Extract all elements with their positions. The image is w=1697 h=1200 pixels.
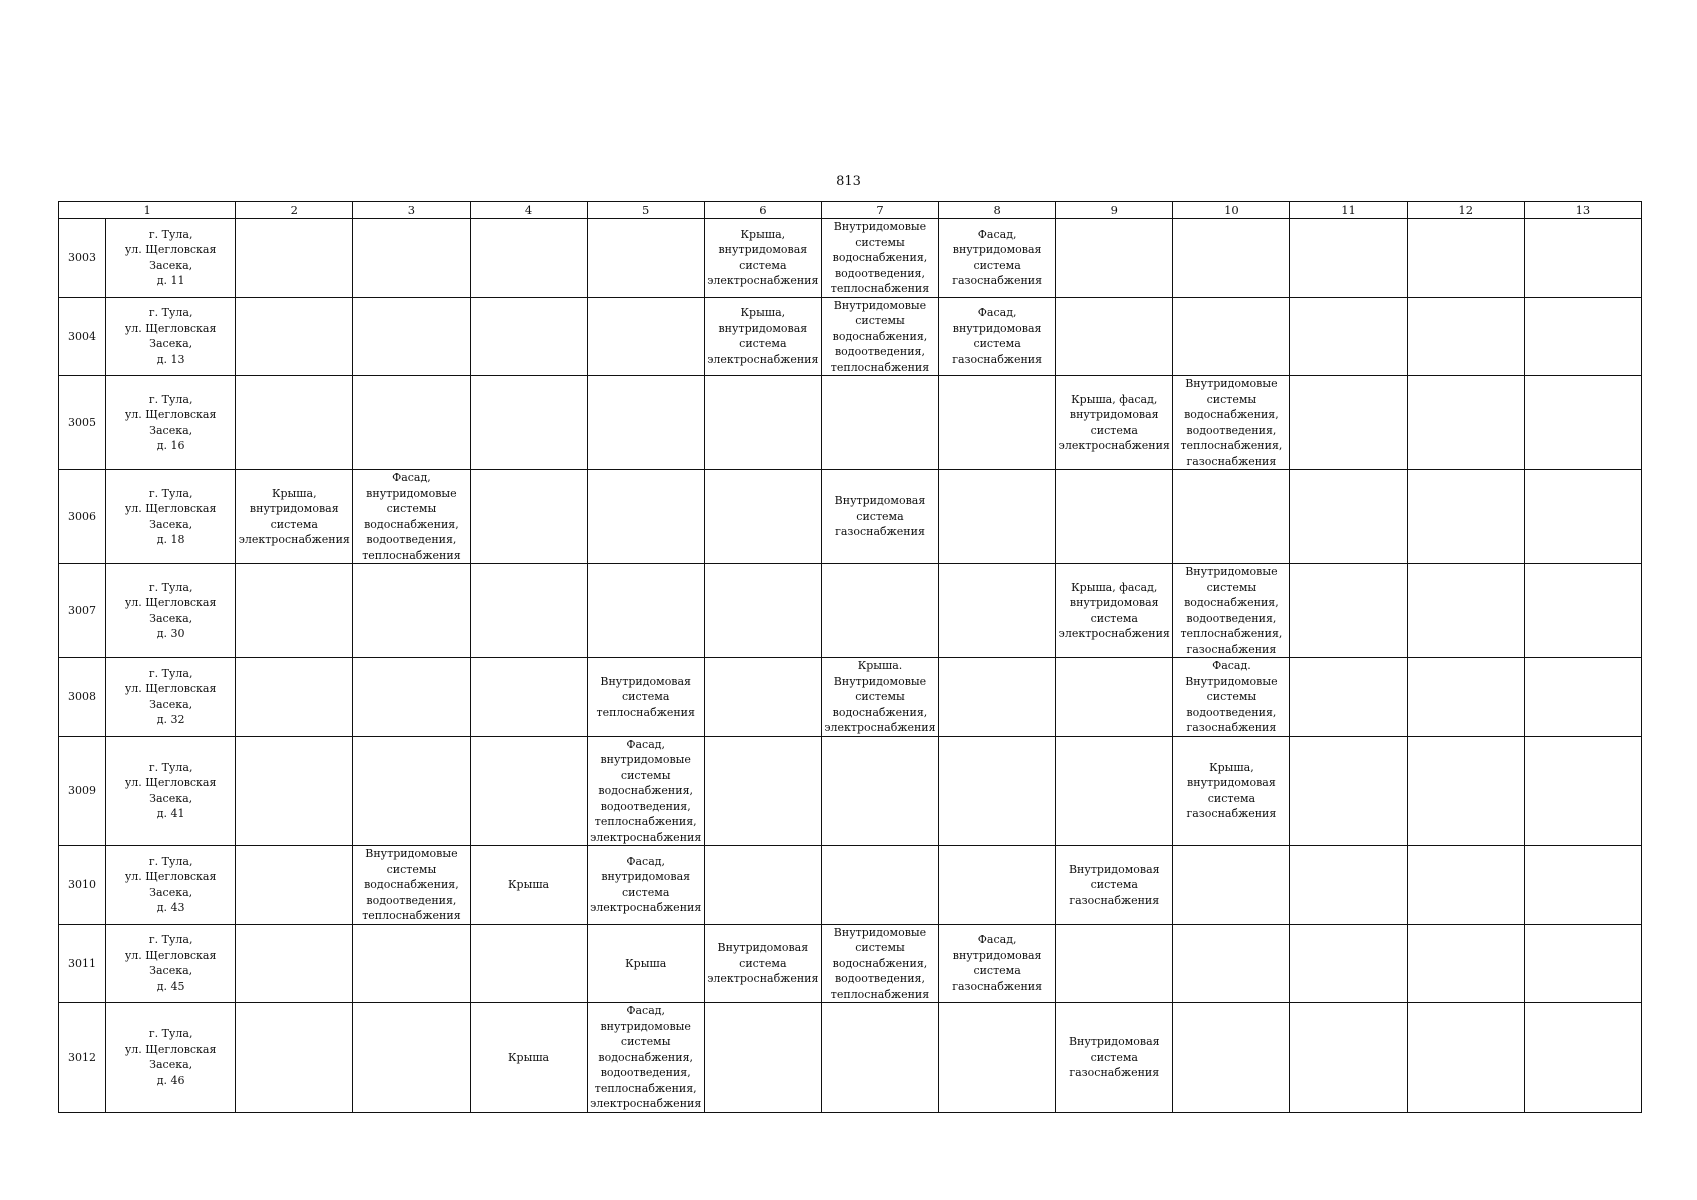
period-cell-col-3 [353, 658, 470, 737]
period-cell-col-6 [704, 470, 821, 564]
period-cell-col-10: Внутридомовые системы водоснабжения, водоотведения, теплоснабжения, газоснабжения [1173, 376, 1290, 470]
address-cell: г. Тула, ул. Щегловская Засека, д. 18 [106, 470, 236, 564]
column-header-6: 6 [704, 202, 821, 219]
period-cell-col-3 [353, 376, 470, 470]
period-cell-col-13 [1524, 219, 1641, 298]
period-cell-col-6 [704, 1003, 821, 1113]
row-number: 3010 [59, 846, 106, 925]
period-cell-col-6: Крыша, внутридомовая система электроснабжения [704, 297, 821, 376]
table-row [59, 564, 1642, 658]
period-cell-col-6 [704, 658, 821, 737]
period-cell-col-10 [1173, 470, 1290, 564]
period-cell-col-5 [587, 297, 704, 376]
table-row [59, 736, 1642, 846]
period-cell-col-6 [704, 846, 821, 925]
period-cell-col-4 [470, 564, 587, 658]
row-number: 3011 [59, 924, 106, 1003]
period-cell-col-13 [1524, 470, 1641, 564]
period-cell-col-12 [1407, 736, 1524, 846]
period-cell-col-3 [353, 924, 470, 1003]
period-cell-col-3 [353, 1003, 470, 1113]
period-cell-col-12 [1407, 1003, 1524, 1113]
period-cell-col-7 [821, 1003, 938, 1113]
period-cell-col-2 [236, 1003, 353, 1113]
address-cell: г. Тула, ул. Щегловская Засека, д. 32 [106, 658, 236, 737]
period-cell-col-7: Внутридомовые системы водоснабжения, водоотведения, теплоснабжения [821, 219, 938, 298]
period-cell-col-3 [353, 219, 470, 298]
period-cell-col-4 [470, 297, 587, 376]
period-cell-col-6 [704, 564, 821, 658]
address-cell: г. Тула, ул. Щегловская Засека, д. 46 [106, 1003, 236, 1113]
period-cell-col-11 [1290, 924, 1407, 1003]
period-cell-col-7: Внутридомовая система газоснабжения [821, 470, 938, 564]
period-cell-col-12 [1407, 658, 1524, 737]
table-row [59, 658, 1642, 737]
period-cell-col-12 [1407, 297, 1524, 376]
period-cell-col-3 [353, 297, 470, 376]
period-cell-col-2 [236, 658, 353, 737]
period-cell-col-10 [1173, 924, 1290, 1003]
period-cell-col-3 [353, 736, 470, 846]
row-number: 3007 [59, 564, 106, 658]
row-number: 3012 [59, 1003, 106, 1113]
period-cell-col-13 [1524, 658, 1641, 737]
period-cell-col-8: Фасад, внутридомовая система газоснабжения [939, 924, 1056, 1003]
period-cell-col-10 [1173, 219, 1290, 298]
period-cell-col-11 [1290, 736, 1407, 846]
period-cell-col-13 [1524, 297, 1641, 376]
period-cell-col-9: Внутридомовая система газоснабжения [1056, 1003, 1173, 1113]
address-cell: г. Тула, ул. Щегловская Засека, д. 16 [106, 376, 236, 470]
period-cell-col-4 [470, 736, 587, 846]
period-cell-col-11 [1290, 658, 1407, 737]
table-row [59, 470, 1642, 564]
period-cell-col-10: Внутридомовые системы водоснабжения, водоотведения, теплоснабжения, газоснабжения [1173, 564, 1290, 658]
period-cell-col-4 [470, 470, 587, 564]
address-cell: г. Тула, ул. Щегловская Засека, д. 30 [106, 564, 236, 658]
column-header-10: 10 [1173, 202, 1290, 219]
column-header-11: 11 [1290, 202, 1407, 219]
period-cell-col-5: Фасад, внутридомовые системы водоснабжения, водоотведения, теплоснабжения, электроснабжения [587, 736, 704, 846]
page-number: 813 [836, 174, 861, 189]
column-header-3: 3 [353, 202, 470, 219]
period-cell-col-5 [587, 470, 704, 564]
period-cell-col-2 [236, 219, 353, 298]
period-cell-col-13 [1524, 846, 1641, 925]
period-cell-col-11 [1290, 470, 1407, 564]
period-cell-col-9 [1056, 219, 1173, 298]
period-cell-col-4 [470, 924, 587, 1003]
row-number: 3009 [59, 736, 106, 846]
column-header-5: 5 [587, 202, 704, 219]
period-cell-col-9 [1056, 658, 1173, 737]
period-cell-col-12 [1407, 924, 1524, 1003]
period-cell-col-8 [939, 846, 1056, 925]
period-cell-col-2 [236, 736, 353, 846]
column-header-8: 8 [939, 202, 1056, 219]
period-cell-col-13 [1524, 564, 1641, 658]
period-cell-col-12 [1407, 564, 1524, 658]
period-cell-col-9: Крыша, фасад, внутридомовая система электроснабжения [1056, 376, 1173, 470]
period-cell-col-9 [1056, 924, 1173, 1003]
period-cell-col-12 [1407, 846, 1524, 925]
period-cell-col-12 [1407, 219, 1524, 298]
column-header-4: 4 [470, 202, 587, 219]
row-number: 3006 [59, 470, 106, 564]
period-cell-col-10 [1173, 846, 1290, 925]
period-cell-col-2 [236, 564, 353, 658]
period-cell-col-8: Фасад, внутридомовая система газоснабжения [939, 219, 1056, 298]
column-header-row [59, 202, 1642, 219]
period-cell-col-3 [353, 564, 470, 658]
period-cell-col-4 [470, 376, 587, 470]
period-cell-col-6 [704, 736, 821, 846]
period-cell-col-4: Крыша [470, 1003, 587, 1113]
period-cell-col-13 [1524, 736, 1641, 846]
period-cell-col-10 [1173, 297, 1290, 376]
row-number: 3008 [59, 658, 106, 737]
period-cell-col-2 [236, 297, 353, 376]
period-cell-col-5: Крыша [587, 924, 704, 1003]
column-header-7: 7 [821, 202, 938, 219]
period-cell-col-7: Крыша. Внутридомовые системы водоснабжения, электроснабжения [821, 658, 938, 737]
period-cell-col-13 [1524, 924, 1641, 1003]
period-cell-col-2 [236, 846, 353, 925]
period-cell-col-9 [1056, 736, 1173, 846]
period-cell-col-7 [821, 376, 938, 470]
period-cell-col-5 [587, 219, 704, 298]
period-cell-col-3: Внутридомовые системы водоснабжения, водоотведения, теплоснабжения [353, 846, 470, 925]
period-cell-col-9 [1056, 470, 1173, 564]
period-cell-col-8 [939, 564, 1056, 658]
period-cell-col-10 [1173, 1003, 1290, 1113]
period-cell-col-4: Крыша [470, 846, 587, 925]
table-row [59, 846, 1642, 925]
period-cell-col-12 [1407, 376, 1524, 470]
period-cell-col-7 [821, 564, 938, 658]
address-cell: г. Тула, ул. Щегловская Засека, д. 13 [106, 297, 236, 376]
table-row [59, 219, 1642, 298]
period-cell-col-12 [1407, 470, 1524, 564]
period-cell-col-7 [821, 736, 938, 846]
period-cell-col-8 [939, 736, 1056, 846]
period-cell-col-8 [939, 470, 1056, 564]
row-number: 3003 [59, 219, 106, 298]
period-cell-col-11 [1290, 219, 1407, 298]
period-cell-col-8 [939, 376, 1056, 470]
address-cell: г. Тула, ул. Щегловская Засека, д. 43 [106, 846, 236, 925]
column-header-2: 2 [236, 202, 353, 219]
period-cell-col-5 [587, 376, 704, 470]
period-cell-col-2: Крыша, внутридомовая система электроснабжения [236, 470, 353, 564]
period-cell-col-8: Фасад, внутридомовая система газоснабжения [939, 297, 1056, 376]
table-row [59, 297, 1642, 376]
period-cell-col-11 [1290, 564, 1407, 658]
period-cell-col-10: Крыша, внутридомовая система газоснабжения [1173, 736, 1290, 846]
column-header-13: 13 [1524, 202, 1641, 219]
period-cell-col-6: Внутридомовая система электроснабжения [704, 924, 821, 1003]
address-cell: г. Тула, ул. Щегловская Засека, д. 45 [106, 924, 236, 1003]
period-cell-col-6 [704, 376, 821, 470]
column-header-1: 1 [59, 202, 236, 219]
period-cell-col-7: Внутридомовые системы водоснабжения, водоотведения, теплоснабжения [821, 924, 938, 1003]
period-cell-col-3: Фасад, внутридомовые системы водоснабжения, водоотведения, теплоснабжения [353, 470, 470, 564]
period-cell-col-8 [939, 658, 1056, 737]
period-cell-col-11 [1290, 376, 1407, 470]
period-cell-col-9 [1056, 297, 1173, 376]
period-cell-col-9: Крыша, фасад, внутридомовая система электроснабжения [1056, 564, 1173, 658]
period-cell-col-11 [1290, 846, 1407, 925]
period-cell-col-11 [1290, 297, 1407, 376]
period-cell-col-5 [587, 564, 704, 658]
period-cell-col-11 [1290, 1003, 1407, 1113]
period-cell-col-4 [470, 658, 587, 737]
period-cell-col-5: Внутридомовая система теплоснабжения [587, 658, 704, 737]
capital-repair-table [58, 201, 1642, 1113]
table-row [59, 376, 1642, 470]
period-cell-col-4 [470, 219, 587, 298]
period-cell-col-7: Внутридомовые системы водоснабжения, водоотведения, теплоснабжения [821, 297, 938, 376]
period-cell-col-5: Фасад, внутридомовые системы водоснабжения, водоотведения, теплоснабжения, электроснабжения [587, 1003, 704, 1113]
period-cell-col-13 [1524, 1003, 1641, 1113]
table-row [59, 924, 1642, 1003]
column-header-12: 12 [1407, 202, 1524, 219]
period-cell-col-7 [821, 846, 938, 925]
period-cell-col-10: Фасад. Внутридомовые системы водоотведения, газоснабжения [1173, 658, 1290, 737]
period-cell-col-9: Внутридомовая система газоснабжения [1056, 846, 1173, 925]
period-cell-col-2 [236, 376, 353, 470]
period-cell-col-5: Фасад, внутридомовая система электроснабжения [587, 846, 704, 925]
address-cell: г. Тула, ул. Щегловская Засека, д. 11 [106, 219, 236, 298]
period-cell-col-8 [939, 1003, 1056, 1113]
table-row [59, 1003, 1642, 1113]
address-cell: г. Тула, ул. Щегловская Засека, д. 41 [106, 736, 236, 846]
period-cell-col-2 [236, 924, 353, 1003]
row-number: 3005 [59, 376, 106, 470]
period-cell-col-13 [1524, 376, 1641, 470]
column-header-9: 9 [1056, 202, 1173, 219]
period-cell-col-6: Крыша, внутридомовая система электроснабжения [704, 219, 821, 298]
row-number: 3004 [59, 297, 106, 376]
